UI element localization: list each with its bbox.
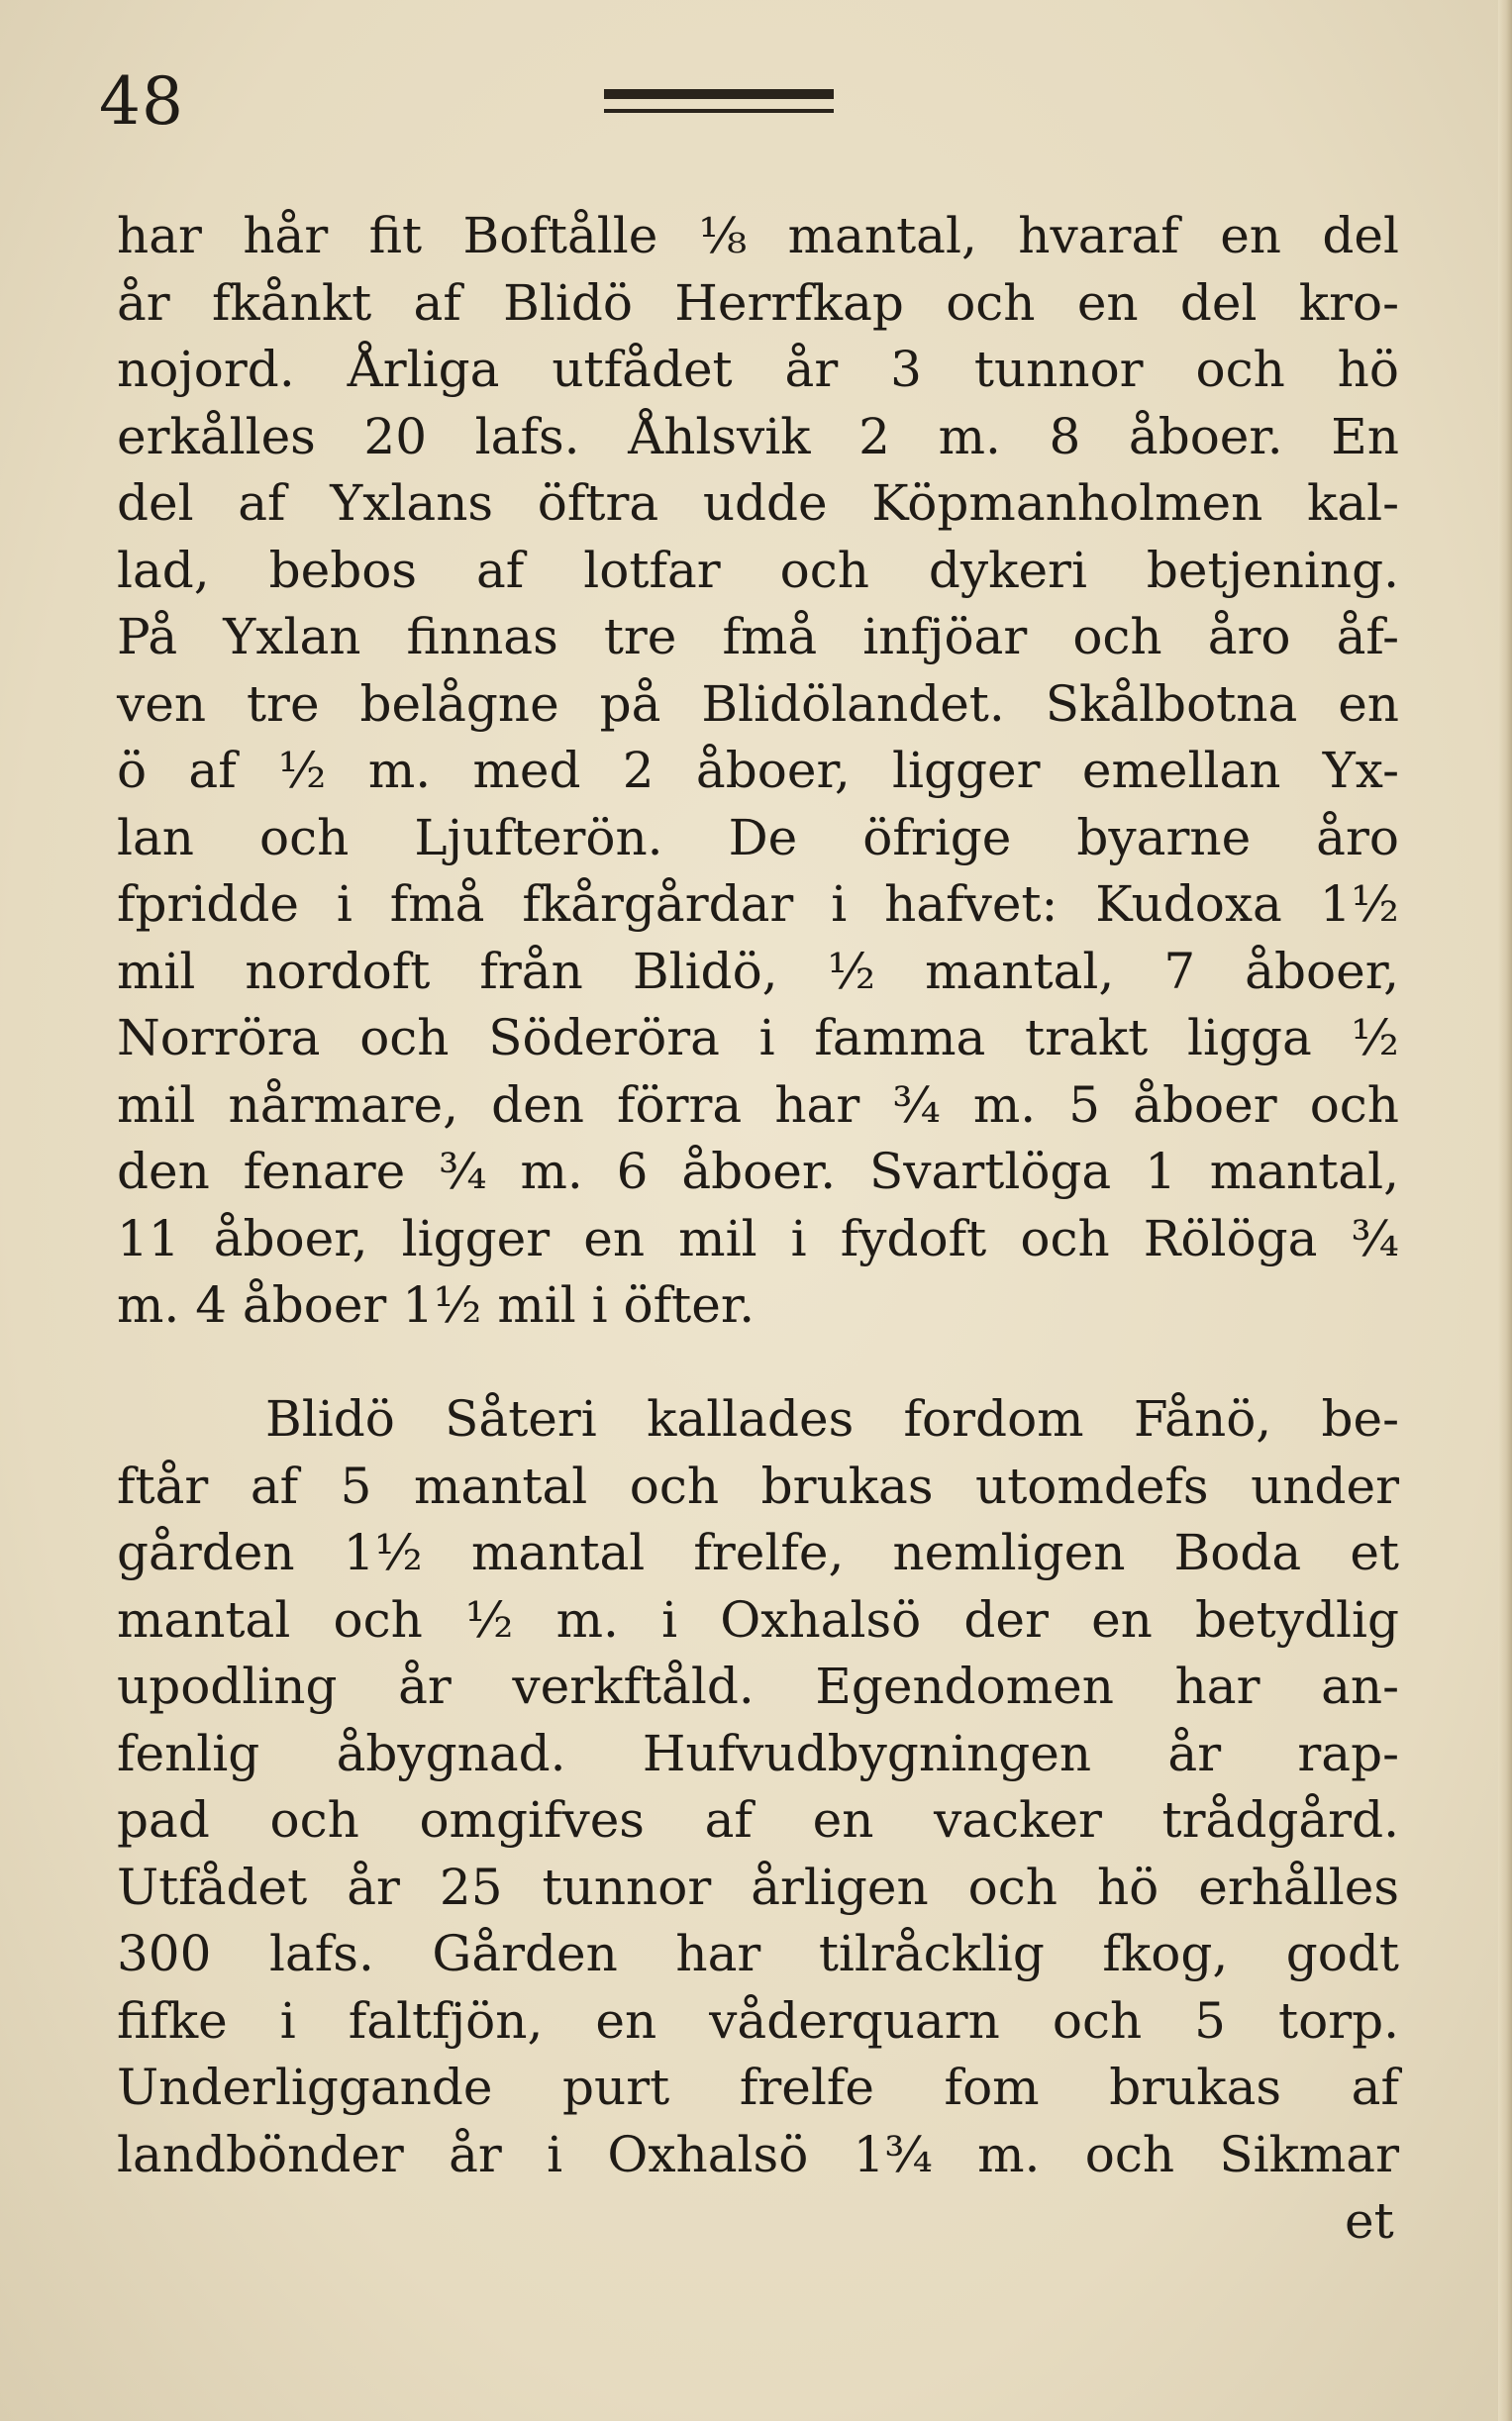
page-edge — [1498, 0, 1512, 2421]
text-line: år fkånkt af Blidö Herrfkap och en del kro- — [117, 273, 1399, 332]
text-line: nojord. Årliga utfådet år 3 tunnor och hö — [117, 341, 1399, 398]
text-line: den fenare ¾ m. 6 åboer. Svartlöga 1 mantal, — [117, 1143, 1399, 1200]
text-line: landbönder år i Oxhalsö 1¾ m. och Sikmar — [117, 2125, 1399, 2183]
text-line: 300 lafs. Gården har tilråcklig fkog, godt — [117, 1925, 1399, 1982]
ornament-thick-rule — [604, 89, 834, 99]
text-line: m. 4 åboer 1½ mil i öfter. — [117, 1276, 756, 1334]
text-line: mil nårmare, den förra har ¾ m. 5 åboer och — [117, 1075, 1399, 1134]
paragraph-1 — [117, 203, 1399, 1340]
text-line: mantal och ½ m. i Oxhalsö der en betydlig — [117, 1590, 1399, 1649]
text-line: lad, bebos af lotfar och dykeri betjening. — [117, 541, 1399, 599]
text-line: har hår fit Boftålle ⅛ mantal, hvaraf en del — [117, 207, 1399, 264]
text-line: fpridde i fmå fkårgårdar i hafvet: Kudoxa 1½ — [117, 875, 1399, 933]
text-line: mil nordoft från Blidö, ½ mantal, 7 åboer, — [117, 942, 1399, 1000]
text-line: del af Yxlans öftra udde Köpmanholmen kal- — [117, 474, 1399, 532]
paragraph-2 — [117, 1386, 1399, 2188]
header-ornament — [604, 89, 834, 119]
text-line: lan och Ljufterön. De öfrige byarne åro — [117, 808, 1399, 866]
text-line: pad och omgifves af en vacker trådgård. — [117, 1791, 1399, 1849]
text-line: gården 1½ mantal frelfe, nemligen Boda et — [117, 1524, 1399, 1581]
catchword: et — [1345, 2192, 1394, 2250]
page-number: 48 — [99, 63, 184, 140]
text-line: 11 åboer, ligger en mil i fydoft och Rölöga ¾ — [117, 1209, 1399, 1267]
text-line: Utfådet år 25 tunnor årligen och hö erhålles — [117, 1858, 1399, 1916]
text-line: fifke i faltfjön, en våderquarn och 5 torp. — [117, 1991, 1399, 2050]
text-line: fenlig åbygnad. Hufvudbygningen år rap- — [117, 1724, 1399, 1782]
text-line: ven tre belågne på Blidölandet. Skålbotna en — [117, 674, 1399, 733]
text-line: Underliggande purt frelfe fom brukas af — [117, 2059, 1399, 2116]
text-line: erkålles 20 lafs. Åhlsvik 2 m. 8 åboer. En — [117, 407, 1399, 465]
text-line: ftår af 5 mantal och brukas utomdefs under — [117, 1457, 1399, 1515]
text-line: upodling år verkftåld. Egendomen har an- — [117, 1658, 1399, 1715]
text-line: Norröra och Söderöra i famma trakt ligga ½ — [117, 1009, 1399, 1066]
ornament-thin-rule — [604, 109, 834, 113]
text-line: På Yxlan finnas tre fmå infjöar och åro åf- — [117, 608, 1399, 665]
text-line: ö af ½ m. med 2 åboer, ligger emellan Yx- — [117, 742, 1399, 799]
text-line: Blidö Såteri kallades fordom Fånö, be- — [265, 1390, 1399, 1448]
